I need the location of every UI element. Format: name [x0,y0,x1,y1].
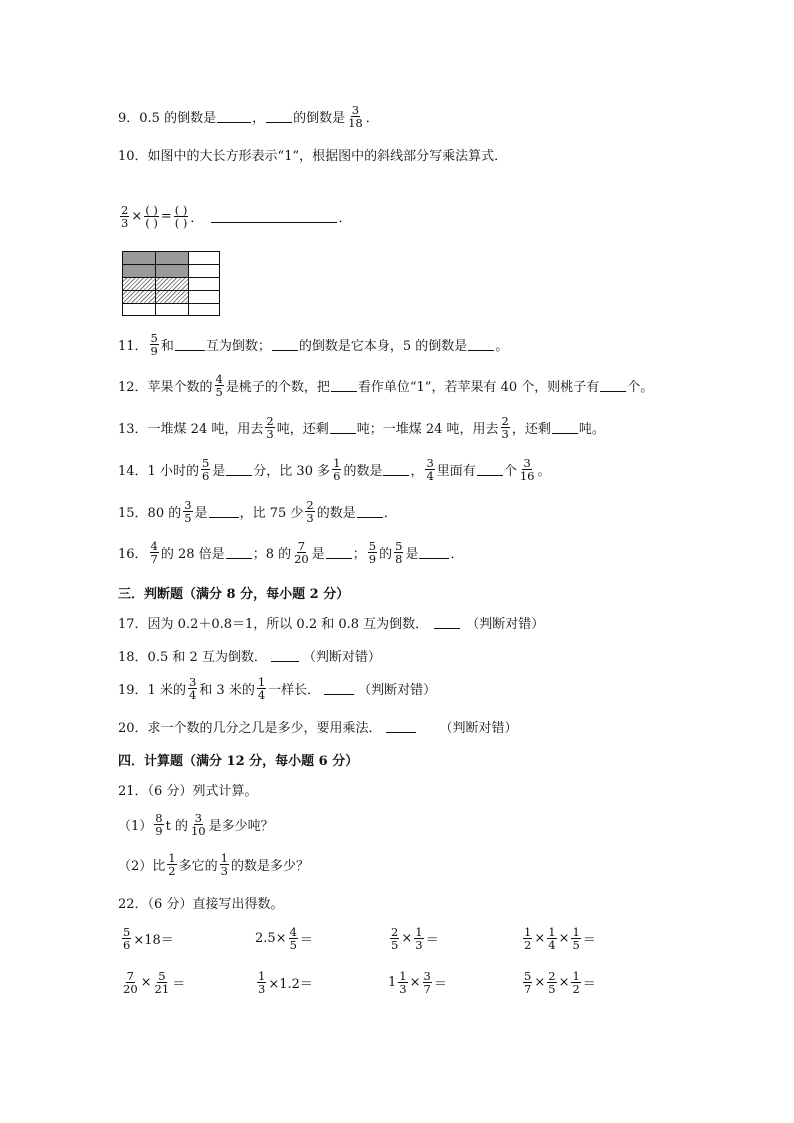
question-10-expression: $\frac{2}{3}$ × $\frac{( )}{( )}$ = $\frac{( )}{( )}$ ． ． [121,203,352,230]
answer-blank[interactable] [386,720,416,733]
question-21-part-1: （1） $\frac{8}{9}$ t 的 $\frac{3}{10}$ 是多少吨？ [118,811,274,838]
answer-blank[interactable] [552,421,578,434]
question-12: 12．苹果个数的 $\frac{4}{5}$ 是桃子的个数，把 看作单位“1”，若苹果有 40 个，则桃子有 个。 [118,372,654,399]
calc-item: $\frac{2}{5}$ × $\frac{1}{3}$ ＝ [391,925,439,952]
question-10: 10．如图中的大长方形表示“1”，根据图中的斜线部分写乘法算式． [118,149,508,164]
calc-item: $\frac{7}{20}$ × $\frac{5}{21}$ ＝ [123,969,186,996]
rectangle-figure [122,251,220,316]
question-9: 9．0.5 的倒数是 ， 的倒数是 $\frac{3}{18}$ ． [118,103,379,130]
answer-blank[interactable] [434,616,460,629]
answer-blank[interactable] [217,110,251,123]
answer-blank[interactable] [271,649,299,662]
question-22: 22．（6 分）直接写出得数。 [118,897,284,912]
question-17: 17．因为 0.2＋0.8＝1，所以 0.2 和 0.8 互为倒数． （判断对错） [118,617,545,632]
answer-blank[interactable] [226,546,252,559]
section-heading: 四．计算题（满分 12 分，每小题 6 分） [118,754,359,769]
answer-blank[interactable] [324,682,354,695]
question-16: 16． $\frac{4}{7}$ 的 28 倍是 ；8 的 $\frac{7}{20}$ 是 ； $\frac{5}{9}$ 的 $\frac{5}{8}$ 是 ． [118,539,464,566]
answer-blank[interactable] [226,463,252,476]
answer-blank[interactable] [326,546,352,559]
paren-fraction[interactable]: $\frac{( )}{( )}$ [174,203,188,230]
answer-blank[interactable] [266,110,292,123]
answer-blank[interactable] [600,379,626,392]
question-18: 18．0.5 和 2 互为倒数． （判断对错） [118,650,381,665]
question-21: 21．（6 分）列式计算。 [118,784,258,799]
section-heading: 三．判断题（满分 8 分，每小题 2 分） [118,587,350,602]
calc-item: 1 $\frac{1}{3}$ × $\frac{3}{7}$ ＝ [388,969,447,996]
question-21-part-2: （2）比 $\frac{1}{2}$ 多它的 $\frac{1}{3}$ 的数是多少？ [118,851,309,878]
answer-blank[interactable] [211,210,337,223]
answer-blank[interactable] [331,379,357,392]
calc-item: $\frac{1}{2}$ × $\frac{1}{4}$ × $\frac{1}{5}$ ＝ [524,925,596,952]
question-15: 15．80 的 $\frac{3}{5}$ 是 ，比 75 少 $\frac{2}{3}$ 的数是 ． [118,498,397,525]
calc-item: $\frac{5}{7}$ × $\frac{2}{5}$ × $\frac{1}{2}$ ＝ [524,969,596,996]
question-20: 20．求一个数的几分之几是多少，要用乘法． （判断对错） [118,721,518,736]
question-11: 11． $\frac{5}{9}$ 和 互为倒数； 的倒数是它本身，5 的倒数是 。 [118,331,509,358]
question-13: 13．一堆煤 24 吨，用去 $\frac{2}{3}$ 吨，还剩 吨；一堆煤 24 吨，用去 $\frac{2}{3}$ ，还剩 吨。 [118,414,605,441]
answer-blank[interactable] [330,421,356,434]
answer-blank[interactable] [419,546,449,559]
answer-blank[interactable] [272,338,298,351]
answer-blank[interactable] [383,463,409,476]
answer-blank[interactable] [468,338,494,351]
calc-item: 2.5× $\frac{4}{5}$ ＝ [255,925,313,952]
answer-blank[interactable] [209,505,239,518]
answer-blank[interactable] [175,338,205,351]
fraction: $\frac{3}{18}$ [348,103,363,130]
question-19: 19．1 米的 $\frac{3}{4}$ 和 3 米的 $\frac{1}{4}$ 一样长． （判断对错） [118,675,437,702]
answer-blank[interactable] [357,505,383,518]
calc-item: $\frac{5}{6}$ ×18＝ [123,925,174,952]
answer-blank[interactable] [477,463,503,476]
paren-fraction[interactable]: $\frac{( )}{( )}$ [145,203,158,230]
fraction: $\frac{2}{3}$ [121,203,129,230]
calc-item: $\frac{1}{3}$ ×1.2＝ [258,969,313,996]
question-14: 14．1 小时的 $\frac{5}{6}$ 是 分，比 30 多 $\frac{1}{6}$ 的数是 ， $\frac{3}{4}$ 里面有 个 $\frac{3}{16}$ 。 [118,456,551,483]
